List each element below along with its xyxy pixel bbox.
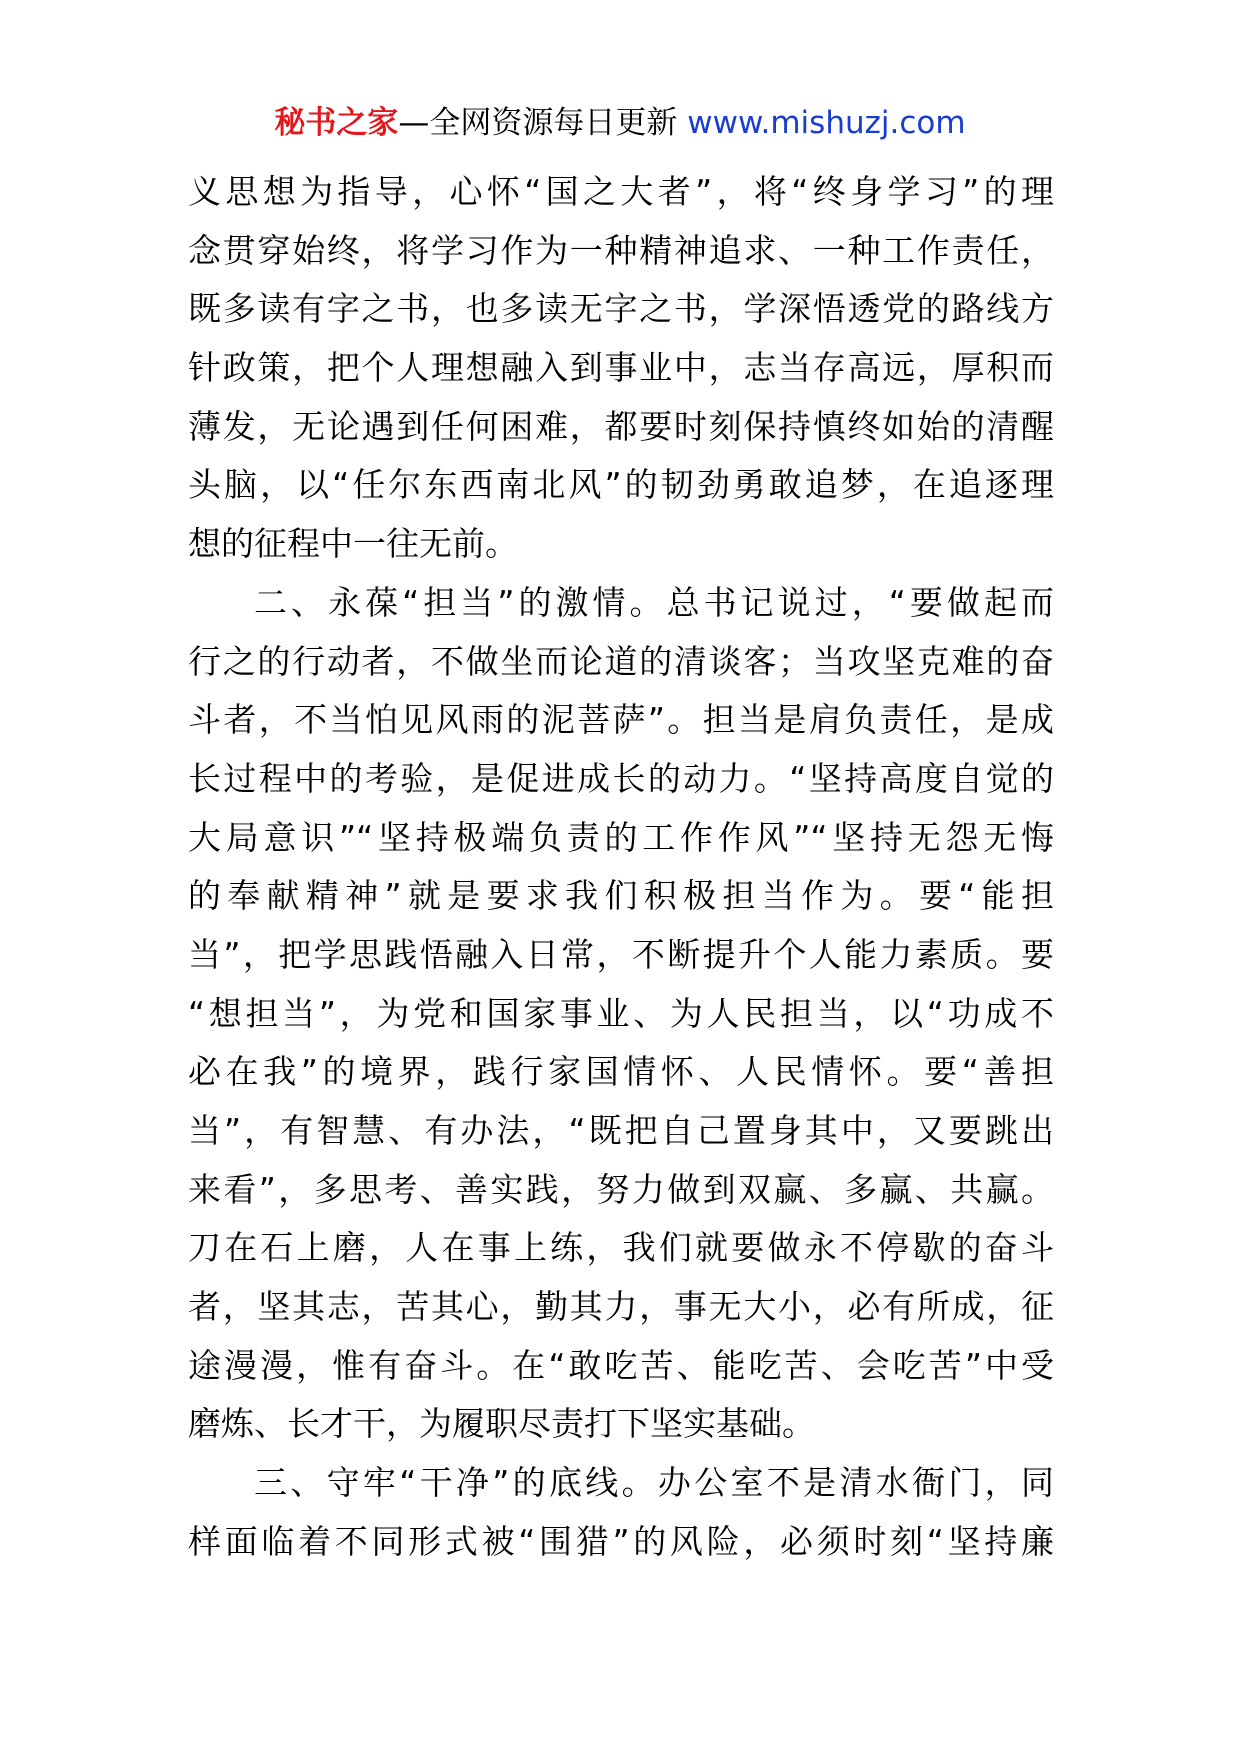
- site-url[interactable]: www.mishuzj.com: [687, 105, 966, 141]
- text-line: 磨炼、长才干，为履职尽责打下坚实基础。: [188, 1404, 815, 1444]
- text-line: 念贯穿始终，将学习作为一种精神追求、一种工作责任，: [188, 230, 1054, 270]
- site-brand: 秘书之家: [274, 105, 399, 141]
- text-line: 长过程中的考验，是促进成长的动力。“坚持高度自觉的: [188, 758, 1054, 798]
- text-line: 的奉献精神”就是要求我们积极担当作为。要“能担: [188, 876, 1054, 916]
- section-heading-line: 二、永葆“担当”的激情。总书记说过，“要做起而: [254, 582, 1054, 622]
- text-line: 当”，有智慧、有办法，“既把自己置身其中，又要跳出: [188, 1111, 1054, 1150]
- text-line: 大局意识”“坚持极端负责的工作作风”“坚持无怨无悔: [188, 817, 1054, 857]
- text-line: “想担当”，为党和国家事业、为人民担当，以“功成不: [188, 993, 1054, 1033]
- page-header: [0, 100, 1240, 146]
- document-body: [188, 163, 1054, 1572]
- text-line: 当”，把学思践悟融入日常，不断提升个人能力素质。要: [188, 934, 1054, 974]
- text-line: 行之的行动者，不做坐而论道的清谈客；当攻坚克难的奋: [188, 641, 1054, 681]
- site-slogan: —全网资源每日更新: [398, 105, 678, 141]
- text-line: 样面临着不同形式被“围猎”的风险，必须时刻“坚持廉: [188, 1521, 1054, 1561]
- section-heading-line: 三、守牢“干净”的底线。办公室不是清水衙门，同: [254, 1463, 1054, 1503]
- text-line: 者，坚其志，苦其心，勤其力，事无大小，必有所成，征: [188, 1287, 1054, 1327]
- text-line: 既多读有字之书，也多读无字之书，学深悟透党的路线方: [188, 289, 1054, 329]
- text-line: 义思想为指导，心怀“国之大者”，将“终身学习”的理: [188, 172, 1054, 211]
- text-line: 针政策，把个人理想融入到事业中，志当存高远，厚积而: [188, 348, 1054, 388]
- text-line: 来看”，多思考、善实践，努力做到双赢、多赢、共赢。: [188, 1169, 1054, 1209]
- text-line: 斗者，不当怕见风雨的泥菩萨”。担当是肩负责任，是成: [188, 700, 1054, 740]
- text-line: 途漫漫，惟有奋斗。在“敢吃苦、能吃苦、会吃苦”中受: [188, 1345, 1054, 1385]
- text-line: 头脑，以“任尔东西南北风”的韧劲勇敢追梦，在追逐理: [188, 465, 1054, 505]
- text-line: 刀在石上磨，人在事上练，我们就要做永不停歇的奋斗: [188, 1228, 1054, 1268]
- text-line: 薄发，无论遇到任何困难，都要时刻保持慎终如始的清醒: [188, 406, 1054, 446]
- text-line: 想的征程中一往无前。: [188, 524, 518, 564]
- text-line: 必在我”的境界，践行家国情怀、人民情怀。要“善担: [188, 1052, 1054, 1092]
